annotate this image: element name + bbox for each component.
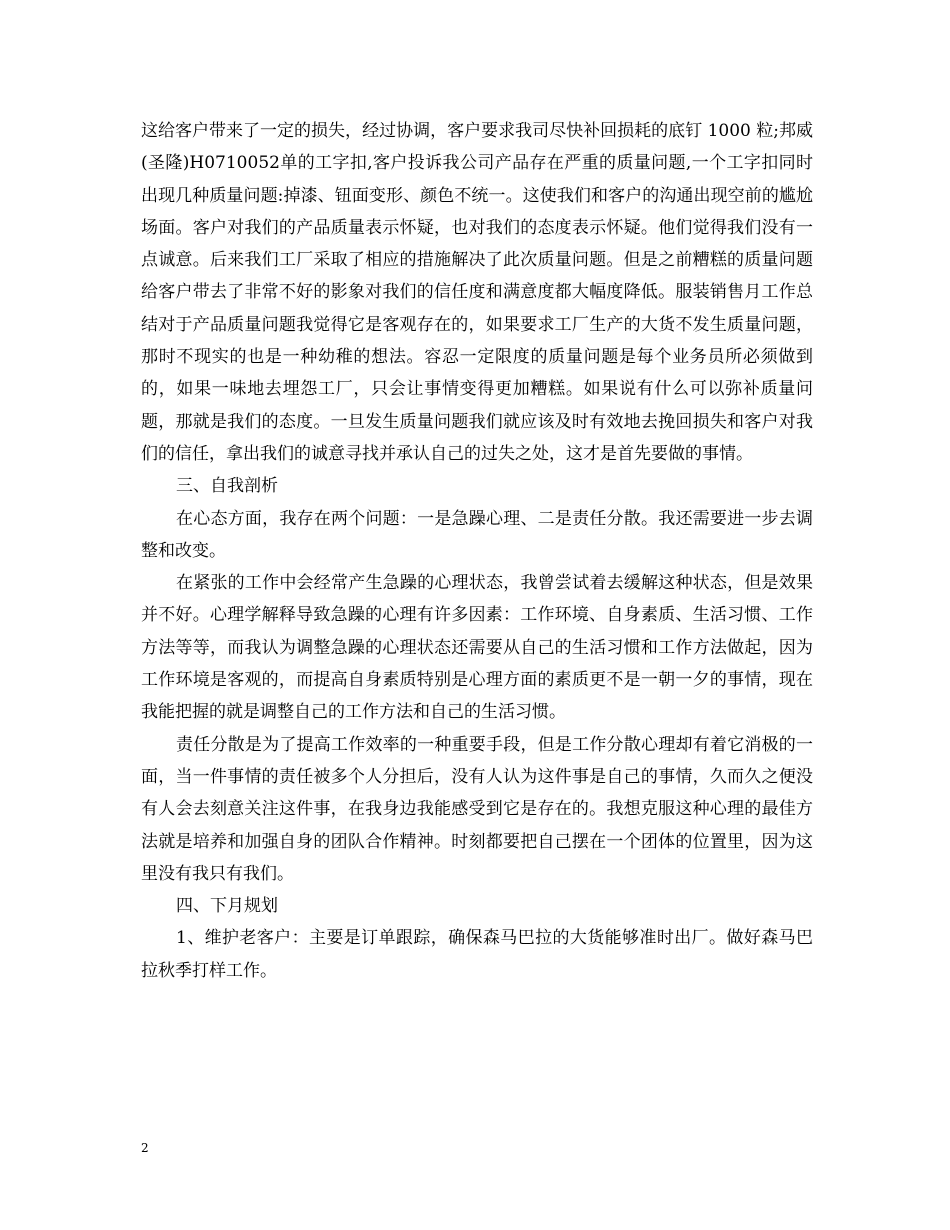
page-number: 2 [141, 1141, 149, 1155]
paragraph-responsibility: 责任分散是为了提高工作效率的一种重要手段，但是工作分散心理却有着它消极的一面，当一件事情的责任被多个人分担后，没有人认为这件事是自己的事情，久而久之便没有人会去刻意关注这件事，在我身边我能感受到它是存在的。我想克服这种心理的最佳方法就是培养和加强自身的团队合作精神。时刻都要把自己摆在一个团体的位置里，因为这里没有我只有我们。 [141, 734, 813, 884]
document-body [141, 115, 813, 987]
heading-self-analysis: 三、自我剖析 [176, 476, 278, 497]
heading-next-month-plan: 四、下月规划 [176, 896, 278, 917]
paragraph-impatience: 在紧张的工作中会经常产生急躁的心理状态，我曾尝试着去缓解这种状态，但是效果并不好。心理学解释导致急躁的心理有许多因素：工作环境、自身素质、生活习惯、工作方法等等，而我认为调整急躁的心理状态还需要从自己的生活习惯和工作方法做起，因为工作环境是客观的，而提高自身素质特别是心理方面的素质更不是一朝一夕的事情，现在我能把握的就是调整自己的工作方法和自己的生活习惯。 [141, 573, 813, 723]
paragraph-mindset: 在心态方面，我存在两个问题：一是急躁心理、二是责任分散。我还需要进一步去调整和改变。 [141, 508, 813, 561]
paragraph-maintain-clients: 1、维护老客户：主要是订单跟踪，确保森马巴拉的大货能够准时出厂。做好森马巴拉秋季打样工作。 [141, 928, 813, 981]
paragraph-quality-issues: 这给客户带来了一定的损失，经过协调，客户要求我司尽快补回损耗的底钉 1000 粒;邦威(圣隆)H0710052单的工字扣,客户投诉我公司产品存在严重的质量问题,一个工字扣同时出现几种质量问题:掉漆、钮面变形、颜色不统一。这使我们和客户的沟通出现空前的尴尬场面。客户对我们的产品质量表示怀疑，也对我们的态度表示怀疑。他们觉得我们没有一点诚意。后来我们工厂采取了相应的措施解决了此次质量问题。但是之前糟糕的质量问题给客户带去了非常不好的影象对我们的信任度和满意度都大幅度降低。服装销售月工作总结对于产品质量问题我觉得它是客观存在的，如果要求工厂生产的大货不发生质量问题，那时不现实的也是一种幼稚的想法。容忍一定限度的质量问题是每个业务员所必须做到的，如果一味地去埋怨工厂，只会让事情变得更加糟糕。如果说有什么可以弥补质量问题，那就是我们的态度。一旦发生质量问题我们就应该及时有效地去挽回损失和客户对我们的信任，拿出我们的诚意寻找并承认自己的过失之处，这才是首先要做的事情。 [141, 121, 813, 464]
